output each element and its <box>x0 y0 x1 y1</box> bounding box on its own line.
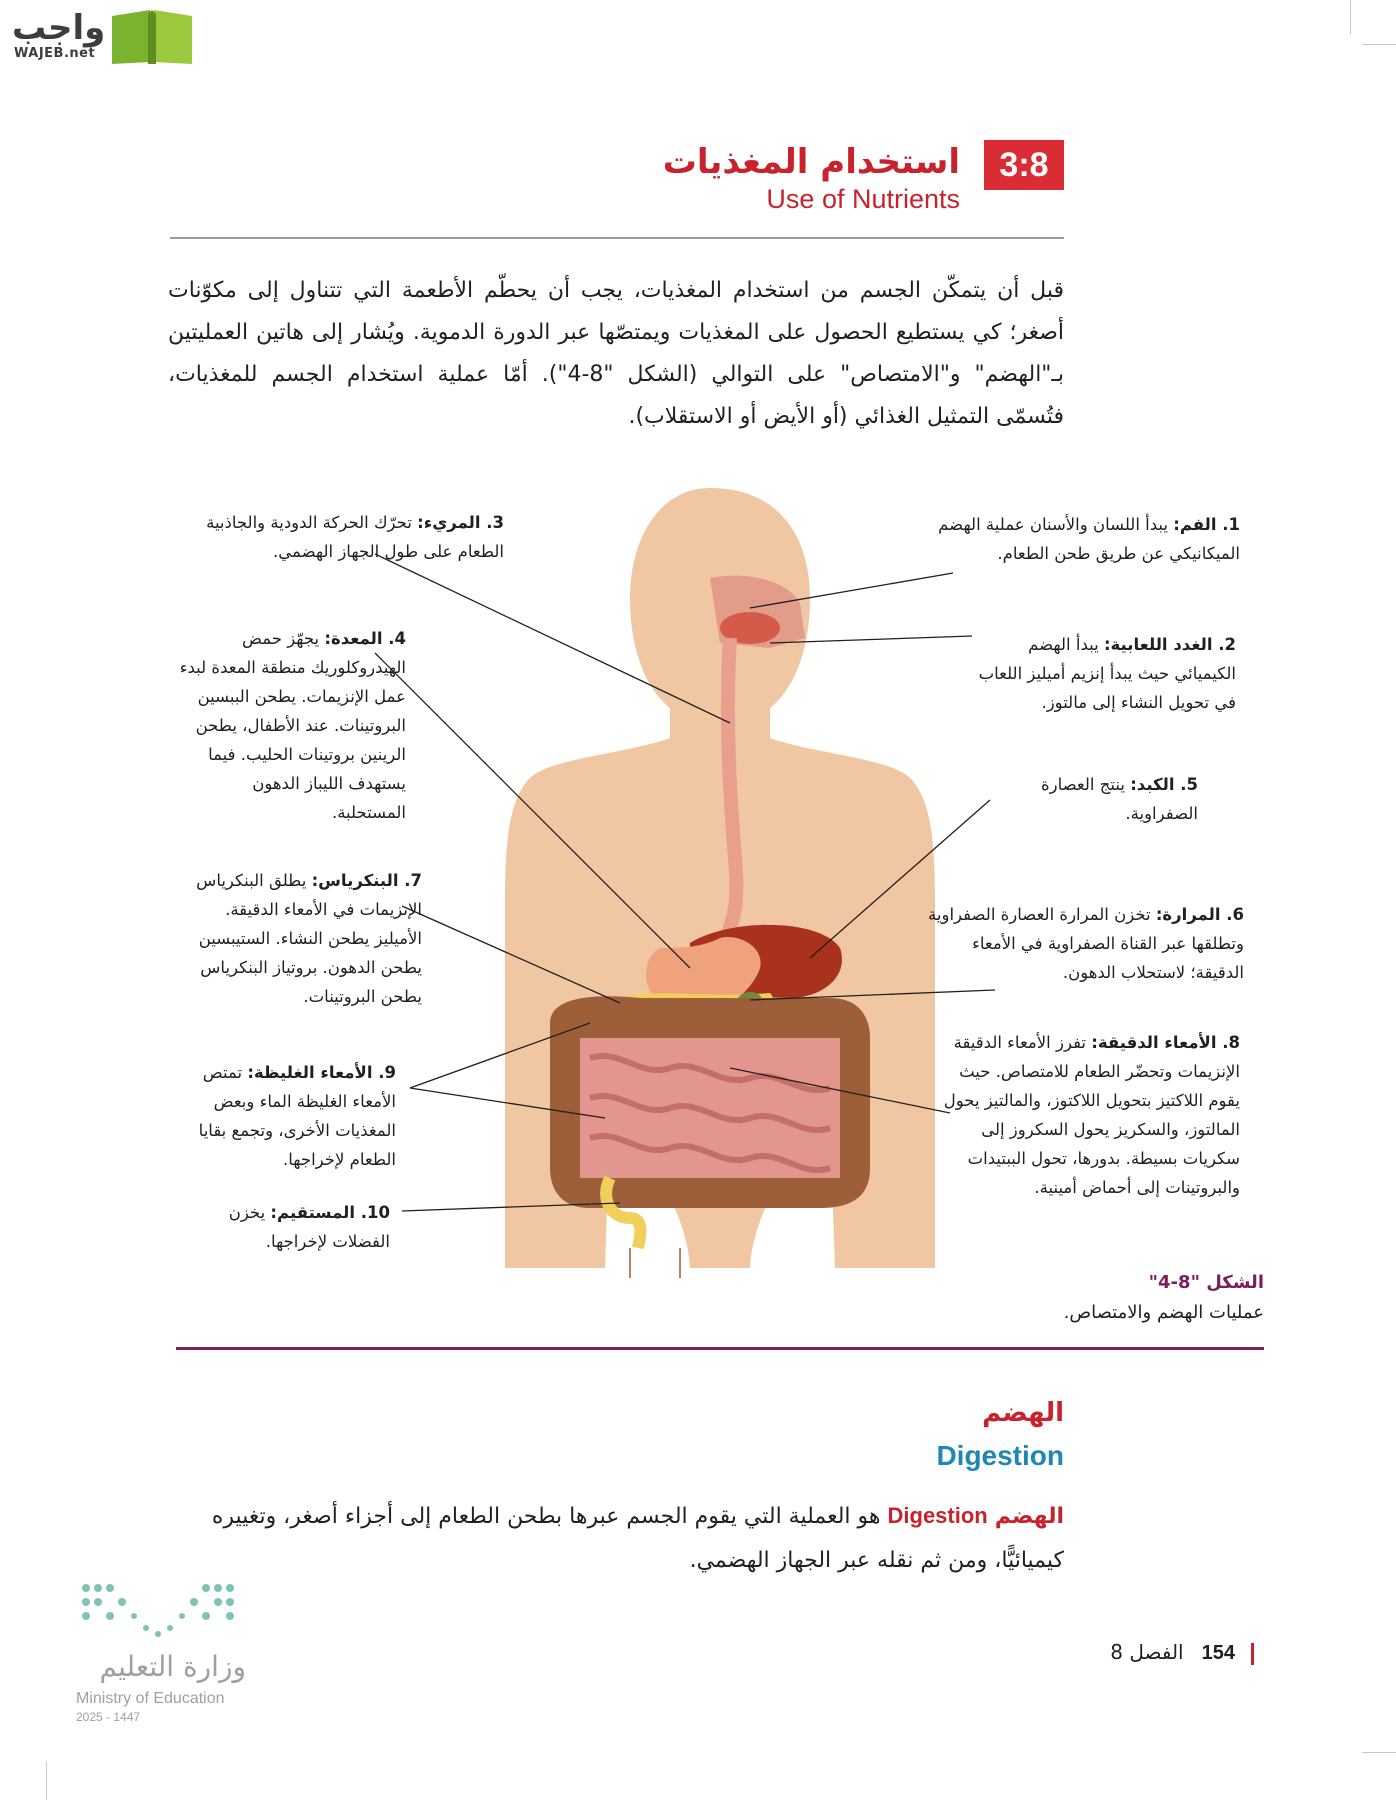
label-term: 7. البنكرياس: <box>311 871 422 890</box>
section-number: 3:8 <box>984 140 1064 190</box>
digestion-heading-en: Digestion <box>936 1440 1064 1471</box>
label-salivary-glands <box>978 630 1236 717</box>
label-term: 8. الأمعاء الدقيقة: <box>1091 1033 1240 1052</box>
wajeb-logo <box>8 6 188 66</box>
crop-mark <box>46 1762 47 1800</box>
digestion-definition: هو العملية التي يقوم الجسم عبرها بطحن الطعام إلى أجزاء أصغر، وتغييره كيميائيًّا، ومن ثم نقله عبر الجهاز الهضمي. <box>211 1504 1064 1573</box>
digestion-heading-ar: الهضم <box>982 1398 1064 1428</box>
figure-divider <box>176 1347 1264 1350</box>
logo-subtext: WAJEB.net <box>14 46 96 61</box>
label-term: 5. الكبد: <box>1130 775 1198 794</box>
section-title-en: Use of Nutrients <box>766 184 960 214</box>
label-rectum <box>174 1198 390 1256</box>
label-small-intestine <box>936 1028 1240 1202</box>
label-term: 4. المعدة: <box>324 629 406 648</box>
label-term: 1. الفم: <box>1173 515 1240 534</box>
label-liver <box>970 770 1198 828</box>
section-title-ar: استخدام المغذيات <box>662 142 960 182</box>
crop-mark <box>1362 44 1396 45</box>
label-text: تحرّك الحركة الدودية والجاذبية الطعام على طول الجهاز الهضمي. <box>206 513 504 561</box>
label-stomach <box>174 624 406 827</box>
intro-paragraph: قبل أن يتمكّن الجسم من استخدام المغذيات، يجب أن يحطّم الأطعمة التي تتناول إلى مكوّنات أصغر؛ كي يستطيع الحصول على المغذيات ويمتصّها عبر الدورة الدموية. ويُشار إلى هاتين العمليتين بـ"الهضم" و"الامتصاص" على التوالي (الشكل "8-4"). أمّا عملية استخدام الجسم للمغذيات، فتُسمّى التمثيل الغذائي (أو الأيض أو الاستقلاب). <box>168 278 1064 429</box>
crop-mark <box>1362 1752 1396 1753</box>
label-esophagus <box>194 508 504 566</box>
logo-text: واجب <box>12 8 106 48</box>
chapter-label: الفصل 8 <box>1110 1640 1184 1664</box>
label-text: يخزن الفضلات لإخراجها. <box>228 1203 390 1251</box>
label-text: تخزن المرارة العصارة الصفراوية وتطلقها عبر القناة الصفراوية في الأمعاء الدقيقة؛ لاستحلاب الدهون. <box>928 905 1244 982</box>
figure-caption-text: عمليات الهضم والامتصاص. <box>1063 1302 1264 1323</box>
ministry-dots-icon <box>76 1578 246 1648</box>
pelvis-contour <box>630 1248 680 1278</box>
ministry-name-en: Ministry of Education <box>76 1690 225 1707</box>
label-pancreas <box>174 866 422 1011</box>
label-text: ينتج العصارة الصفراوية. <box>1040 775 1198 823</box>
ministry-logo <box>76 1578 276 1728</box>
label-text: يبدأ اللسان والأسنان عملية الهضم الميكانيكي عن طريق طحن الطعام. <box>938 515 1240 563</box>
label-text: يبدأ الهضم الكيميائي حيث يبدأ إنزيم أميليز اللعاب في تحويل النشاء إلى مالتوز. <box>978 635 1236 712</box>
label-term: 2. الغدد اللعابية: <box>1103 635 1236 654</box>
digestive-system-figure <box>170 478 1270 1278</box>
figure-caption <box>1064 1268 1264 1328</box>
ministry-name-ar: وزارة التعليم <box>99 1650 246 1683</box>
crop-mark <box>1350 0 1351 34</box>
label-term: 3. المريء: <box>417 513 504 532</box>
label-term: 10. المستقيم: <box>270 1203 390 1222</box>
ministry-year: 2025 - 1447 <box>76 1710 141 1724</box>
label-large-intestine <box>174 1058 396 1174</box>
keyword-ar: الهضم <box>994 1504 1064 1529</box>
header-divider <box>170 237 1064 239</box>
label-text: يجهّز حمض الهيدروكلوريك منطقة المعدة لبدء عمل الإنزيمات. يطحن الببسين البروتينات. عند الأطفال، يطحن الرينين بروتينات الحليب. فيما يستهدف الليباز الدهون المستحلبة. <box>179 629 406 822</box>
footer-bar <box>1251 1643 1254 1665</box>
label-mouth <box>930 510 1240 568</box>
figure-caption-title: الشكل "8-4" <box>1148 1272 1264 1293</box>
page-number: 154 <box>1201 1642 1235 1664</box>
digestion-paragraph <box>168 1494 1064 1583</box>
keyword-en: Digestion <box>887 1503 988 1528</box>
label-text: تفرز الأمعاء الدقيقة الإنزيمات وتحضّر الطعام للامتصاص. حيث يقوم اللاكتيز بتحويل اللاكتوز، والمالتيز يحول المالتوز، والسكريز يحول السكروز إلى سكريات بسيطة. بدورها، تحول الببتيدات والبروتينات إلى أحماض أمينية. <box>943 1033 1240 1197</box>
label-text: يطلق البنكرياس الإنزيمات في الأمعاء الدقيقة. الأميليز يطحن النشاء. الستيبسين يطحن الدهون. بروتياز البنكرياس يطحن البروتينات. <box>196 871 422 1006</box>
page-footer <box>1110 1640 1254 1665</box>
label-gallbladder <box>918 900 1244 987</box>
label-term: 9. الأمعاء الغليظة: <box>247 1063 396 1082</box>
book-icon <box>108 6 196 66</box>
label-text: تمتص الأمعاء الغليظة الماء وبعض المغذيات الأخرى، وتجمع بقايا الطعام لإخراجها. <box>198 1063 396 1169</box>
label-term: 6. المرارة: <box>1155 905 1244 924</box>
